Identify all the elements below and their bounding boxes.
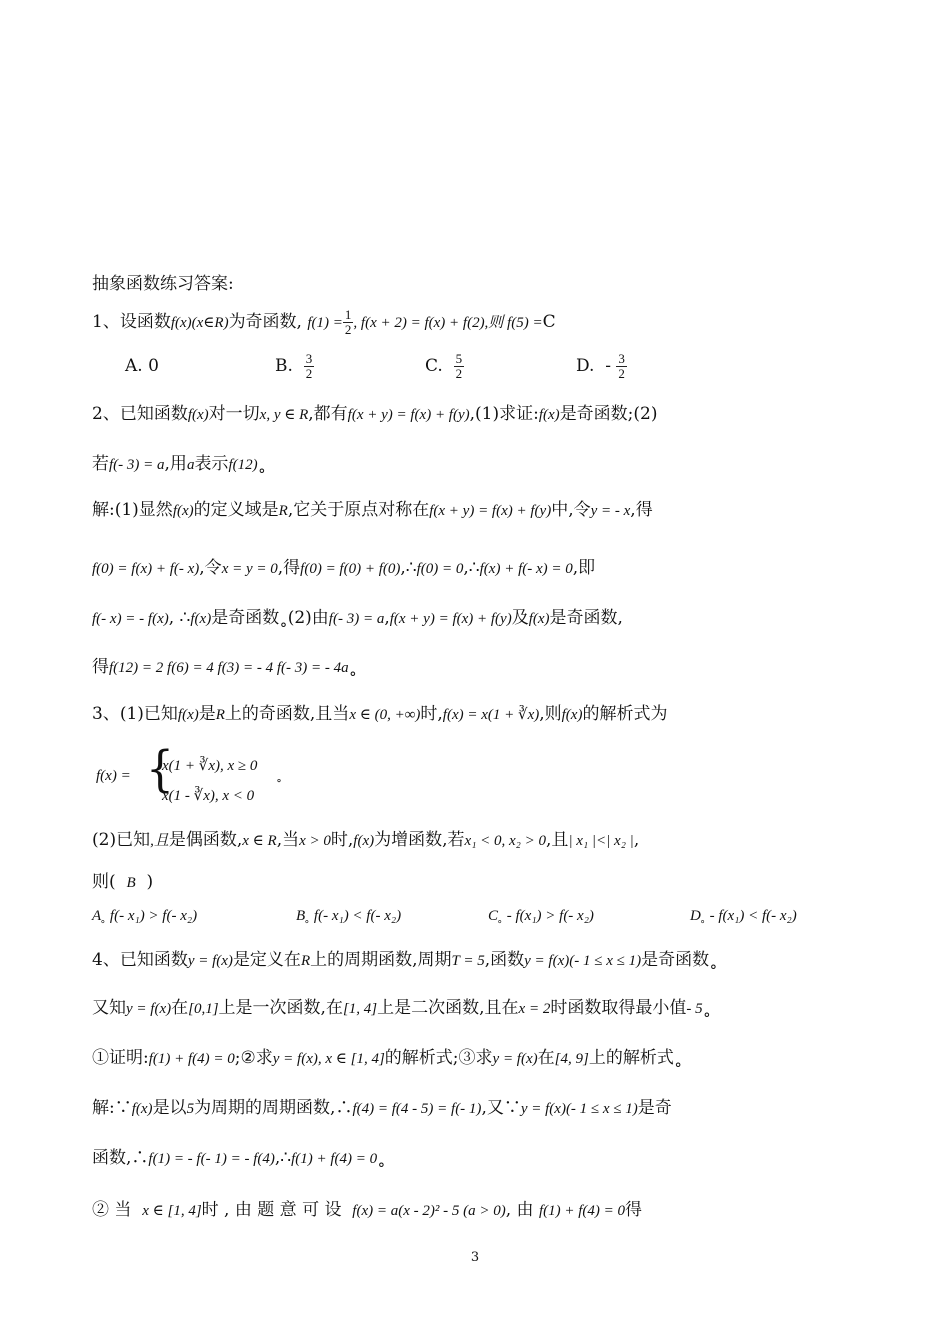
text: ,函数 [484,950,525,970]
text: ,(1)求证: [469,404,539,424]
page-title: 抽象函数练习答案: [92,274,234,294]
math: f(x) = x(1 + ∛x) [442,707,540,723]
math: f(1) + f(4) = 0 [538,1203,626,1219]
text: 又知 [92,998,126,1018]
option-label: A. [125,356,143,376]
math: f(12) [228,457,258,473]
math: ,且 [150,833,169,849]
text: 则( [92,872,116,892]
q1-option-c [425,352,464,381]
q2-stem-line1 [92,402,880,427]
text: ˳ [377,1148,386,1168]
math: f(0) = f(x) + f(- x) [92,561,200,577]
text: 中,令 [551,500,591,520]
text: 3、(1)已知 [92,704,178,724]
text: , [633,830,640,850]
math: T = 5 [451,953,485,969]
text: ˳ [348,657,358,677]
text: 是奇函数;(2) [559,404,658,424]
q3-answer [92,870,880,895]
page-number: 3 [470,1250,480,1265]
text: ,它关于原点对称在 [287,500,430,520]
text: 上的解析式˳ [588,1048,683,1068]
text: , ∴ [168,608,191,628]
math: f(- 3) = a [328,611,385,627]
option-label: D. [576,356,595,376]
text: 是偶函数, [168,830,243,850]
text: ,且 [546,830,569,850]
text: 时 , 由 题 意 可 设 [201,1200,342,1220]
math: f(x) [177,707,199,723]
frac-den: 2 [305,366,313,381]
math: f(1) = - f(- 1) = - f(4) [148,1151,275,1167]
q1-math: f(1) = [307,315,343,331]
text: 对一切 [208,404,260,424]
math: f(x) [528,611,550,627]
math: | x₁ |<| x₂ | [568,833,634,849]
math: f(x) [190,611,212,627]
math: x ∈ R [242,833,277,849]
math: x = 2 [518,1001,551,1017]
q1-math: , f(x + 2) = f(x) + f(2),则 f(5) = [353,315,543,331]
q4-solution-line2 [92,1146,880,1171]
text: ,∴ [274,1148,292,1168]
math: f(0) = 0 [416,561,464,577]
frac-den: 2 [455,366,463,381]
math: f(- x) = - f(x) [92,611,169,627]
math: f(1) + f(4) = 0 [148,1051,235,1067]
frac-num: 5 [455,351,463,366]
frac-num: 3 [618,351,625,366]
math: f(0) = f(0) + f(0) [300,561,401,577]
math: y = f(x) [126,1001,172,1017]
text: 是 [198,704,216,724]
math: f(1) + f(4) = 0 [291,1151,378,1167]
math: [0,1] [188,1001,219,1017]
q1-option-d [576,352,627,381]
q4-solution-line3 [92,1198,880,1223]
math: f(x) [561,707,583,723]
math: f(x + y) = f(x) + f(y) [389,611,512,627]
q2-stem-line2 [92,452,880,477]
q1-text: 1、设函数 [92,312,171,332]
math: 5 [186,1101,195,1117]
math: f(x) + f(- x) = 0 [479,561,573,577]
q4-stem-line1 [92,948,880,973]
math: x > 0 [299,833,331,849]
text: 的解析式;③求 [384,1048,493,1068]
q2-solution-line2 [92,556,880,581]
choice-d: D˳ - f(x₁) < f(- x₂) [690,908,797,924]
text: 为增函数,若 [374,830,465,850]
math: f(x + y) = f(x) + f(y) [429,503,552,519]
math: f(x) [353,833,375,849]
text: (2)已知 [92,830,151,850]
q1-option-a [125,356,159,376]
math: - 5 [686,1001,703,1017]
q1-stem [92,308,880,337]
text: ,则 [539,704,562,724]
choice-a: A˳ f(- x₁) > f(- x₂) [92,908,198,924]
text: 时, [420,704,443,724]
q3-answer-value: B [126,875,136,891]
text: 上的周期函数,周期 [310,950,452,970]
text: ;②求 [234,1048,273,1068]
math: [4, 9] [554,1051,589,1067]
math: f(x + y) = f(x) + f(y) [347,407,470,423]
text: ,得 [630,500,653,520]
text: 上的奇函数,且当 [224,704,350,724]
math: [1, 4] [342,1001,378,1017]
text: 是定义在 [232,950,301,970]
piece-case1: x(1 + ∛x), x ≥ 0 [162,758,258,774]
text: ,都有 [308,404,348,424]
piece-end: ˳ [276,768,282,782]
q1-text: 为奇函数, [228,312,302,332]
text: 得 [92,657,109,677]
text: 解:∵ [92,1098,132,1118]
math: R [215,707,225,723]
text: 是奇 [637,1098,672,1118]
text: 是奇函数˳(2)由 [211,608,329,628]
q4-stem-line2 [92,996,880,1021]
text: 在 [537,1048,555,1068]
brace-icon: { [146,741,174,798]
text: ˳ [257,454,267,474]
math: f(12) = 2 f(6) = 4 f(3) = - 4 f(- 3) = - 4a [109,660,349,676]
math: y = f(x)(- 1 ≤ x ≤ 1) [520,1101,638,1117]
math: x₁ < 0, x₂ > 0 [464,833,547,849]
option-value: 0 [148,356,159,376]
q1-answer: C [542,312,556,332]
text: ,∴ [463,558,480,578]
math: y = f(x) [492,1051,538,1067]
q4-solution-line1 [92,1096,880,1121]
frac-den: 2 [618,366,625,381]
text: ,得 [277,558,301,578]
q3-stem [92,702,880,727]
text: ①证明: [92,1048,149,1068]
text: 若 [92,454,109,474]
math: f(x) [172,503,194,519]
text: 的解析式为 [582,704,668,724]
math: f(x) [538,407,560,423]
math: f(x) [131,1101,153,1117]
text: ,即 [572,558,596,578]
q2-solution-line4 [92,655,880,680]
text: 的定义域是 [193,500,279,520]
q3-part2 [92,828,880,853]
text: 时函数取得最小值 [550,998,687,1018]
text: 函数,∴ [92,1148,149,1168]
option-sign: - [605,356,611,376]
q2-solution-line1 [92,498,880,523]
text: 表示 [194,454,229,474]
choice-b: B˳ f(- x₁) < f(- x₂) [296,908,402,924]
text: ,令 [199,558,222,578]
math: y = f(x)(- 1 ≤ x ≤ 1) [524,953,642,969]
q4-stem-line3 [92,1046,880,1071]
option-label: B. [275,356,293,376]
option-label: C. [425,356,443,376]
text: ) [146,872,154,892]
math: x ∈ (0, +∞) [349,707,421,723]
text: ˳ [702,998,712,1018]
text: ,∴ [400,558,417,578]
q1-option-b [275,352,314,381]
math: f(- 3) = a [109,457,165,473]
frac-num: 1 [344,307,352,322]
text: ② 当 [92,1200,132,1220]
piece-case2: x(1 - ∛x), x < 0 [162,788,255,804]
text: 4、已知函数 [92,950,188,970]
text: 解:(1)显然 [92,500,173,520]
math: R [278,503,288,519]
text: ,又∵ [481,1098,521,1118]
q2-solution-line3 [92,606,880,631]
piece-lhs: f(x) = [96,768,131,784]
math: f(x) [187,407,209,423]
text: , [384,608,390,628]
math: f(x) = a(x - 2)² - 5 (a > 0) [352,1203,506,1219]
math: f(4) = f(4 - 5) = f(- 1) [352,1101,482,1117]
text: 2、已知函数 [92,404,188,424]
option-fraction [616,352,627,381]
text: 得 [625,1200,643,1220]
frac-num: 3 [305,351,313,366]
choice-c: C˳ - f(x₁) > f(- x₂) [488,908,594,924]
text: 是奇函数, [549,608,623,628]
text: ,当 [276,830,300,850]
text: 上是一次函数,在 [218,998,343,1018]
math: x = y = 0 [221,561,278,577]
math: a [186,457,195,473]
math: x, y ∈ R [259,407,309,423]
math: y = f(x) [187,953,233,969]
text: 及 [511,608,529,628]
q1-fraction [343,308,354,337]
q1-math: f(x)(x∈R) [170,315,229,331]
text: ,用 [164,454,187,474]
text: 在 [171,998,189,1018]
text: 为周期的周期函数,∴ [194,1098,353,1118]
text: 上是二次函数,且在 [377,998,519,1018]
option-fraction [304,352,315,381]
frac-den: 2 [344,322,352,337]
math: x ∈ [1, 4] [142,1203,202,1219]
text: , 由 [505,1200,534,1220]
text: 是奇函数˳ [641,950,718,970]
text: 时, [330,830,354,850]
option-fraction [454,352,465,381]
math: y = f(x), x ∈ [1, 4] [272,1051,385,1067]
math: y = - x [590,503,631,519]
text: 是以 [152,1098,187,1118]
math: R [300,953,311,969]
